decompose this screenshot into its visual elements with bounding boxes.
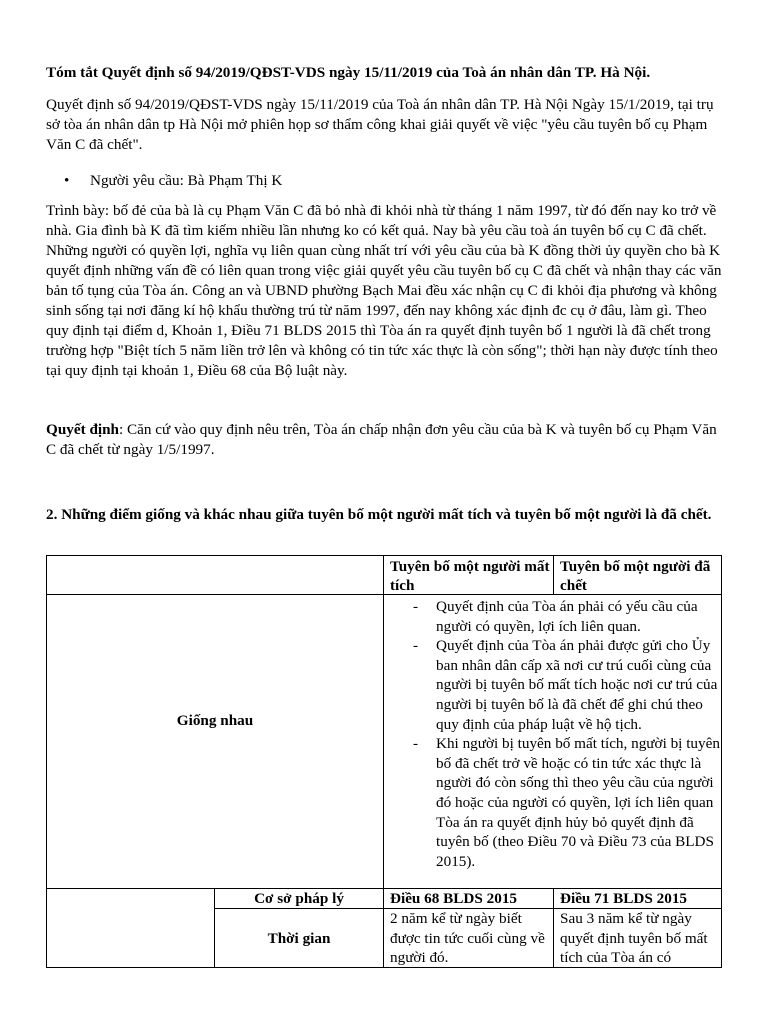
similar-item: - Khi người bị tuyên bố mất tích, người bị tuyên bố đã chết trở về hoặc có tin tức xác thực là người đó còn sống thì theo yêu cầu của người đó hoặc của người có quyền, lợi ích liên quan Tòa án ra quyết định hủy bỏ quyết định đã tuyên bố (theo Điều 70 và Điều 73 của BLDS 2015). (413, 735, 720, 870)
presentation-paragraph: Trình bày: bố đẻ của bà là cụ Phạm Văn C đã bỏ nhà đi khỏi nhà từ tháng 1 năm 1997, từ đó đến nay ko trở về nhà. Gia đình bà K đã tìm kiếm nhiều lần nhưng ko có kết quả. Nay bà yêu cầu toà án tuyên bố cụ C đã chết. Những người có quyền lợi, nghĩa vụ liên quan cùng nhất trí với yêu cầu của bà K đồng thời ủy quyền cho bà K quyết định những vấn đề có liên quan trong việc giải quyết yêu cầu tuyên bố cụ C đã chết và nhận thay các văn bản tố tụng của Tòa án. Công an và UBND phường Bạch Mai đều xác nhận cụ C đi khỏi địa phương và không sinh sống tại nơi đăng kí hộ khẩu thường trú từ năm 1997, đến nay không xác định đc cụ ở đâu, làm gì. Theo quy định tại điểm d, Khoản 1, Điều 71 BLDS 2015 thì Tòa án ra quyết định tuyên bố 1 người là đã chết trong trường hợp "Biệt tích 5 năm liền trở lên và không có tin tức xác thực là còn sống"; thời hạn này được tính theo tại quy định tại khoản 1, Điều 68 của Bộ luật này. (46, 202, 722, 379)
similar-list (387, 597, 720, 871)
table-rule-col2-body (553, 888, 554, 968)
similar-item: - Quyết định của Tòa án phải có yếu cầu của người có quyền, lợi ích liên quan. (413, 598, 698, 635)
requester-text: Người yêu cầu: Bà Phạm Thị K (90, 172, 283, 189)
table-border-top (46, 555, 722, 556)
legal-basis-label: Cơ sở pháp lý (254, 890, 344, 907)
time-missing: 2 năm kể từ ngày biết được tin tức cuối cùng về người đó. (390, 910, 545, 966)
header-missing: Tuyên bố một người mất tích (390, 558, 550, 594)
table-rule-col1 (383, 555, 384, 968)
bullet-dot-icon: • (64, 172, 70, 189)
decision-paragraph (46, 420, 726, 460)
header-dead: Tuyên bố một người đã chết (560, 558, 711, 594)
legal-basis-missing: Điều 68 BLDS 2015 (390, 890, 518, 907)
similar-label: Giống nhau (176, 712, 254, 729)
decision-label: Quyết định (46, 421, 120, 438)
table-border-right (721, 555, 722, 968)
section-2-title: 2. Những điểm giống và khác nhau giữa tuyên bố một người mất tích và tuyên bố một người là đã chết. (46, 506, 712, 523)
time-label: Thời gian (267, 930, 331, 947)
table-rule-sublabel (214, 888, 215, 968)
table-border-left (46, 555, 47, 968)
legal-basis-dead: Điều 71 BLDS 2015 (560, 890, 688, 907)
intro-paragraph: Quyết định số 94/2019/QĐST-VDS ngày 15/11/2019 của Toà án nhân dân TP. Hà Nội Ngày 15/1/2019, tại trụ sở tòa án nhân dân tp Hà Nội mở phiên họp sơ thẩm công khai giải quyết về việc "yêu cầu tuyên bố cụ Phạm Văn C đã chết". (46, 96, 714, 153)
decision-text: : Căn cứ vào quy định nêu trên, Tòa án chấp nhận đơn yêu cầu của bà K và tuyên bố cụ Phạm Văn C đã chết từ ngày 1/5/1997. (46, 421, 717, 458)
summary-title: Tóm tắt Quyết định số 94/2019/QĐST-VDS ngày 15/11/2019 của Toà án nhân dân TP. Hà Nội. (46, 64, 651, 81)
time-dead: Sau 3 năm kể từ ngày quyết định tuyên bố mất tích của Tòa án có (560, 910, 708, 966)
similar-item: - Quyết định của Tòa án phải được gửi cho Ủy ban nhân dân cấp xã nơi cư trú cuối cùng của người bị tuyên bố mất tích hoặc nơi cư trú của người bị tuyên bố là đã chết để ghi chú theo quy định của pháp luật về hộ tịch. (413, 637, 718, 733)
table-rule-col2-header (553, 555, 554, 595)
